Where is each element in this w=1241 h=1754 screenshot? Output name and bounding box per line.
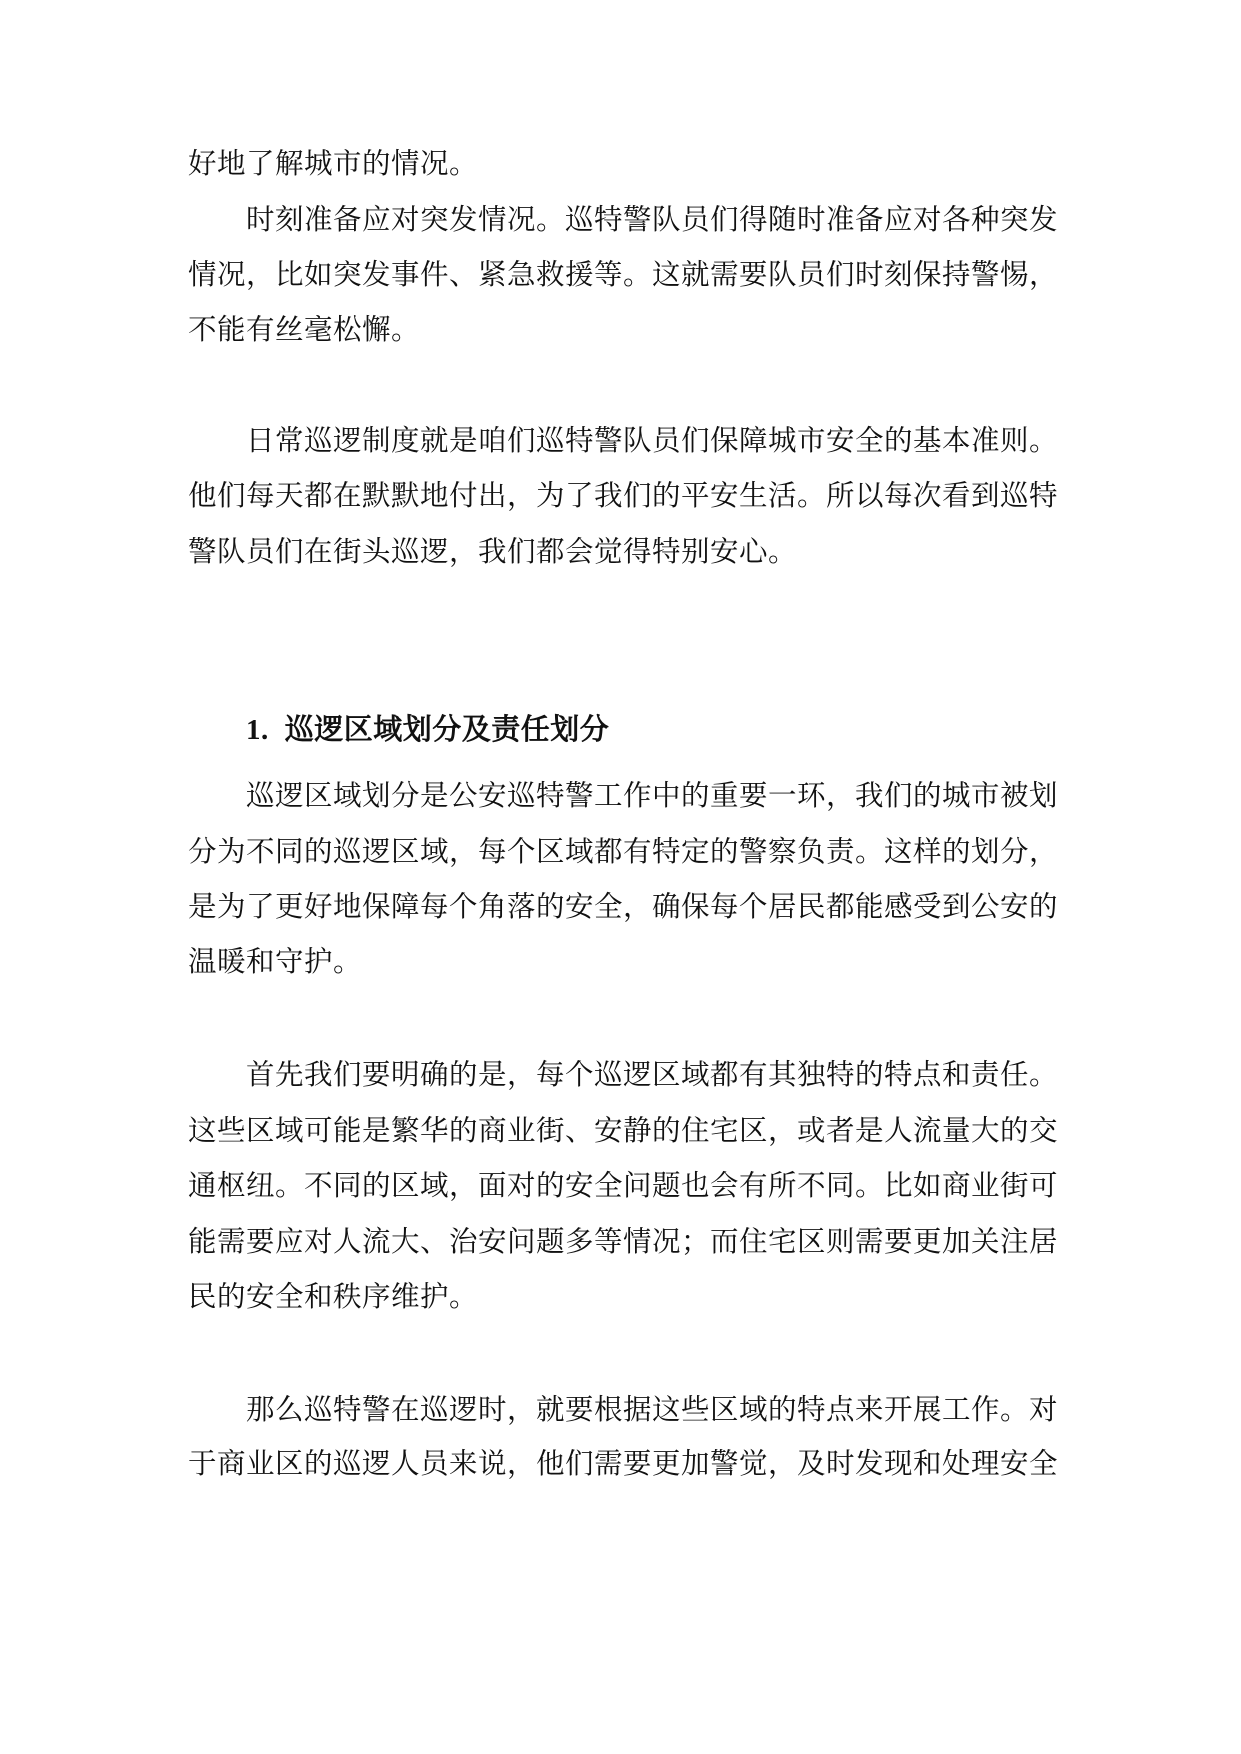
text-line: 是为了更好地保障每个角落的安全，确保每个居民都能感受到公安的 xyxy=(188,890,1059,923)
text-line: 这些区域可能是繁华的商业街、安静的住宅区，或者是人流量大的交 xyxy=(188,1114,1059,1147)
text-line: 不能有丝毫松懈。 xyxy=(188,313,421,346)
text-line: 警队员们在街头巡逻，我们都会觉得特别安心。 xyxy=(188,535,798,568)
section-title: 巡逻区域划分及责任划分 xyxy=(284,712,610,746)
section-number: 1. xyxy=(246,714,269,746)
text-line: 分为不同的巡逻区域，每个区域都有特定的警察负责。这样的划分， xyxy=(188,835,1059,868)
text-line: 通枢纽。不同的区域，面对的安全问题也会有所不同。比如商业街可 xyxy=(188,1169,1059,1202)
text-line: 日常巡逻制度就是咱们巡特警队员们保障城市安全的基本准则。 xyxy=(246,424,1059,457)
text-line: 温暖和守护。 xyxy=(188,945,363,978)
text-line: 那么巡特警在巡逻时，就要根据这些区域的特点来开展工作。对 xyxy=(246,1393,1059,1426)
text-line: 时刻准备应对突发情况。巡特警队员们得随时准备应对各种突发 xyxy=(246,203,1059,236)
text-line: 首先我们要明确的是，每个巡逻区域都有其独特的特点和责任。 xyxy=(246,1058,1059,1091)
text-line: 巡逻区域划分是公安巡特警工作中的重要一环，我们的城市被划 xyxy=(246,779,1059,812)
text-line: 他们每天都在默默地付出，为了我们的平安生活。所以每次看到巡特 xyxy=(188,479,1059,512)
text-line: 能需要应对人流大、治安问题多等情况；而住宅区则需要更加关注居 xyxy=(188,1225,1059,1258)
text-line: 好地了解城市的情况。 xyxy=(188,147,479,180)
text-line: 于商业区的巡逻人员来说，他们需要更加警觉，及时发现和处理安全 xyxy=(188,1447,1059,1480)
text-line: 民的安全和秩序维护。 xyxy=(188,1280,479,1313)
section-heading xyxy=(246,709,609,750)
text-line: 情况，比如突发事件、紧急救援等。这就需要队员们时刻保持警惕， xyxy=(188,258,1059,291)
